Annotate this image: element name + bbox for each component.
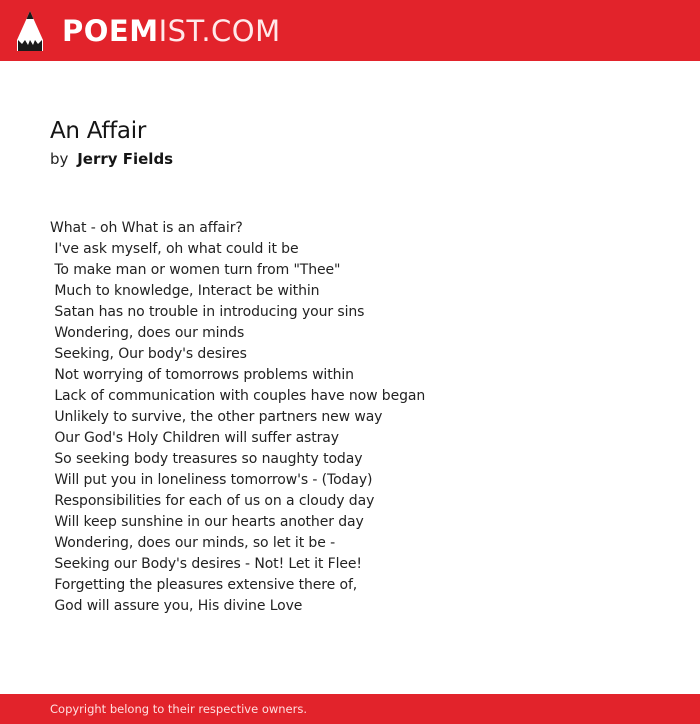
poem-line: Lack of communication with couples have now began [50,388,426,404]
poem-line: Will put you in loneliness tomorrow's - (Today) [50,472,373,488]
poem-line: Will keep sunshine in our hearts another day [50,514,364,530]
site-footer [0,694,700,724]
poem-line: Not worrying of tomorrows problems within [50,367,354,383]
poem-line: God will assure you, His divine Love [50,598,303,614]
copyright-notice: Copyright belong to their respective owners. [50,702,308,716]
poem-body [50,218,425,617]
poem-line: Our God's Holy Children will suffer astray [50,430,339,446]
poem-line: Wondering, does our minds, so let it be - [50,535,336,551]
poem-line: Seeking, Our body's desires [50,346,247,362]
poem-line: Seeking our Body's desires - Not! Let it Flee! [50,556,362,572]
logo-wordmark-bold: POEM [62,14,159,48]
logo-wordmark-light: IST.COM [158,14,281,48]
site-header [0,0,700,61]
poem-line: Wondering, does our minds [50,325,245,341]
logo-wordmark [62,10,281,52]
poem-line: Much to knowledge, Interact be within [50,283,320,299]
poem-line: I've ask myself, oh what could it be [50,241,299,257]
poem-line: Unlikely to survive, the other partners new way [50,409,383,425]
poem-line: Responsibilities for each of us on a cloudy day [50,493,375,509]
site-logo[interactable] [16,9,281,53]
poem-line: What - oh What is an affair? [50,220,243,236]
byline-label: by [50,150,69,168]
author-name[interactable]: Jerry Fields [77,150,174,168]
poem-title: An Affair [50,118,146,144]
poem-line: To make man or women turn from "Thee" [50,262,341,278]
pencil-tip-icon [16,10,44,52]
poem-line: Forgetting the pleasures extensive there of, [50,577,358,593]
poem-line: Satan has no trouble in introducing your sins [50,304,365,320]
poem-byline [50,148,173,170]
poem-line: So seeking body treasures so naughty today [50,451,363,467]
